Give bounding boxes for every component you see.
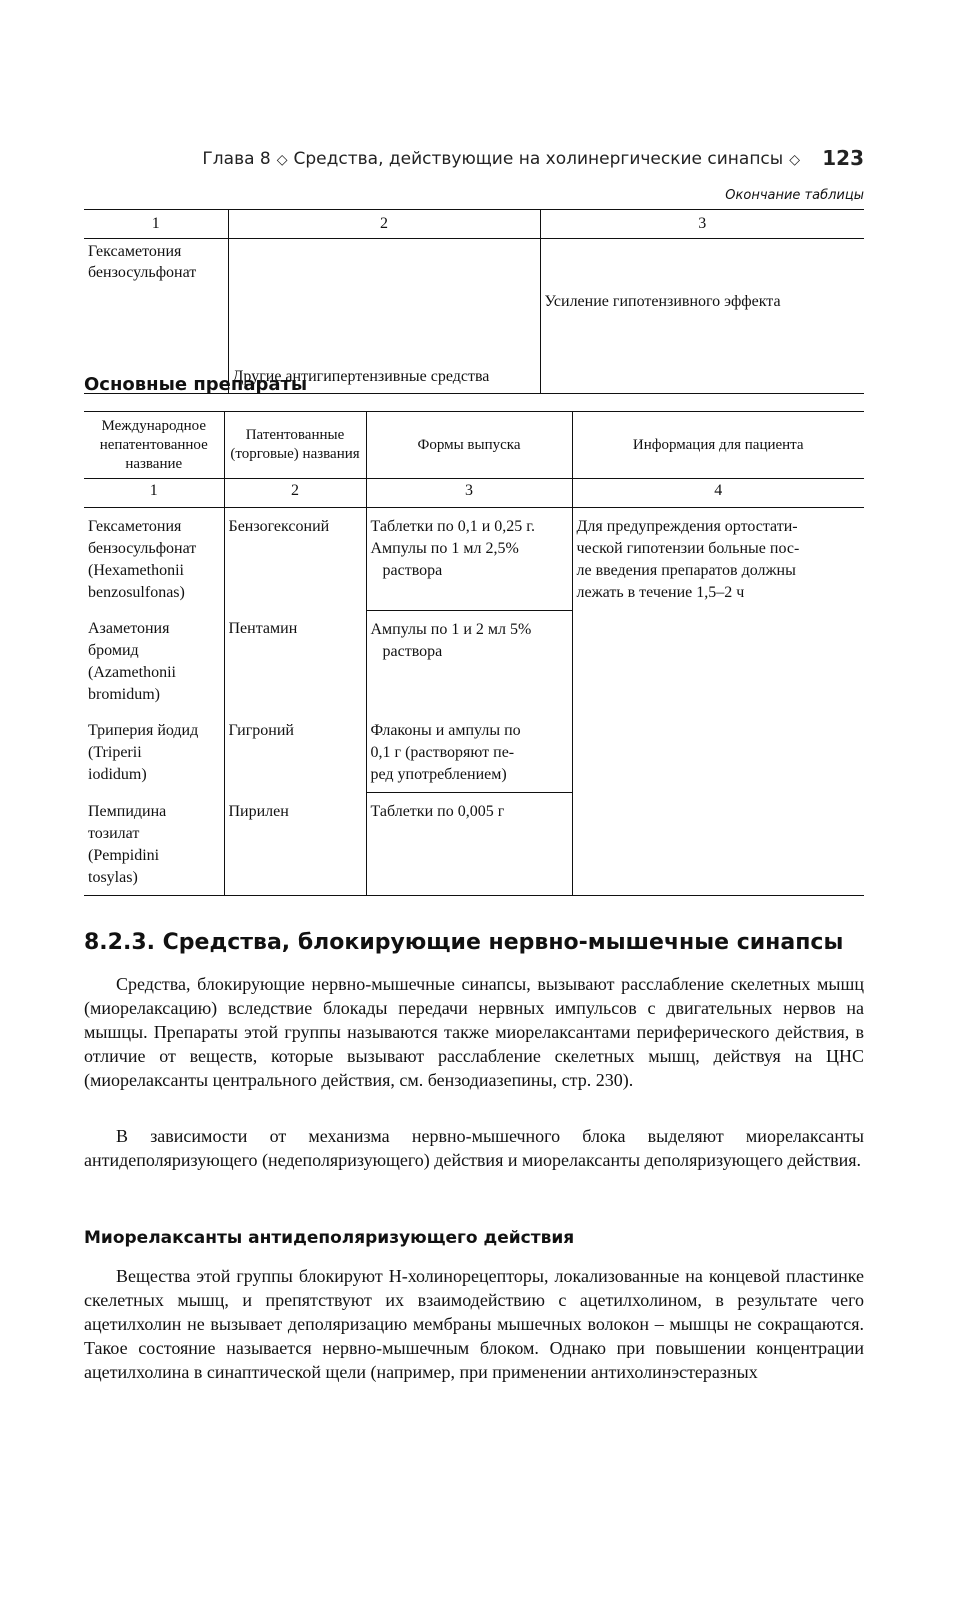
column-number: 1 — [84, 210, 228, 239]
inn-latin-line: (Triperii — [88, 744, 142, 761]
brand-cell: Пирилен — [224, 793, 366, 896]
header-patient-info: Информация для пациента — [572, 412, 864, 479]
page-number: 123 — [822, 146, 864, 170]
form-line: Ампулы по 1 и 2 мл 5% — [370, 620, 532, 638]
form-cell — [366, 508, 572, 611]
chapter-title: Средства, действующие на холинергические синапсы — [293, 149, 784, 169]
inn-line: Гексаметония — [88, 518, 182, 535]
column-number: 4 — [572, 479, 864, 508]
interaction-effect: Усиление гипотензивного эффекта — [544, 293, 781, 310]
patient-info-line: лежать в течение 1,5–2 ч — [576, 584, 745, 601]
form-line: ред употреблением) — [370, 766, 507, 783]
column-number: 3 — [366, 479, 572, 508]
form-line: раствора — [382, 562, 443, 579]
chapter-label: Глава 8 — [202, 149, 271, 169]
brand-cell: Пентамин — [224, 610, 366, 712]
form-line: 0,1 г (растворяют пе- — [370, 744, 515, 761]
table-row — [84, 239, 864, 394]
inn-cell — [84, 610, 224, 712]
form-line: Таблетки по 0,1 и 0,25 г. — [370, 518, 536, 535]
effect-cell — [540, 239, 864, 394]
column-numbers-row — [84, 479, 864, 508]
table-continuation-note: Окончание таблицы — [725, 188, 864, 203]
form-line: Таблетки по 0,005 г — [370, 803, 505, 820]
header-brand-names: Патентованные (торговые) названия — [224, 412, 366, 479]
inn-latin-line: tosylas) — [88, 868, 138, 886]
inn-cell — [84, 508, 224, 611]
inn-line: бензосульфонат — [88, 540, 197, 557]
section-title-main-drugs: Основные препараты — [84, 374, 308, 395]
inn-line: Пемпидина — [88, 802, 167, 820]
interactions-table — [84, 209, 864, 394]
column-number: 1 — [84, 479, 224, 508]
inn-line: Азаметония — [88, 620, 170, 637]
form-cell — [366, 793, 572, 896]
form-cell — [366, 712, 572, 793]
table-header-row — [84, 210, 864, 239]
running-title — [202, 149, 806, 169]
main-drugs-table — [84, 411, 864, 896]
form-line: Ампулы по 1 мл 2,5% — [370, 540, 519, 557]
table-row — [84, 508, 864, 611]
form-cell — [366, 610, 572, 712]
inn-line: Триперия йодид — [88, 722, 199, 739]
section-heading-8-2-3: 8.2.3. Средства, блокирующие нервно-мышечные синапсы — [84, 930, 844, 955]
column-number: 3 — [540, 210, 864, 239]
inn-latin-line: (Hexamethonii — [88, 562, 184, 579]
header-dosage-forms: Формы выпуска — [366, 412, 572, 479]
paragraph: Средства, блокирующие нервно-мышечные синапсы, вызывают расслабление скелетных мышц (миорелаксацию) вследствие блокады передачи нервных импульсов с двигательных нервов на мышцы. Препараты этой группы называются также миорелаксантами периферического действия, в отличие от веществ, которые вызывают расслабление скелетных мышц, действуя на ЦНС (миорелаксанты центрального действия, см. бензодиазепины, стр. 230). — [84, 974, 864, 1090]
table-header-row — [84, 412, 864, 479]
interaction-cell — [228, 239, 540, 394]
patient-info-cell — [572, 508, 864, 896]
interacting-drugs: Другие антигипертензивные средства — [232, 368, 490, 385]
column-number: 2 — [228, 210, 540, 239]
inn-latin-line: iodidum) — [88, 766, 147, 783]
paragraph: В зависимости от механизма нервно-мышечного блока выделяют миорелаксанты антидеполяризующего (недеполяризующего) действия и миорелаксанты деполяризующего действия. — [84, 1126, 864, 1170]
brand-cell: Бензогексоний — [224, 508, 366, 611]
inn-line: бромид — [88, 642, 139, 659]
patient-info-line: ле введения препаратов должны — [576, 562, 796, 579]
inn-latin-line: (Pempidini — [88, 846, 160, 864]
patient-info-line: Для предупреждения ортостати- — [576, 518, 798, 535]
paragraph: Вещества этой группы блокируют Н-холинорецепторы, локализованные на концевой пластинке скелетных мышц, и препятствуют их взаимодействию с ацетилхолином, в результате чего ацетилхолин не вызывает деполяризацию мембраны мышечных волокон – мышцы не сокращаются. Такое состояние называется нервно-мышечным блоком. Однако при повышении концентрации ацетилхолина в синаптической щели (например, при применении антихолинэстеразных — [84, 1266, 864, 1382]
inn-latin-line: bromidum) — [88, 686, 160, 703]
inn-latin-line: benzosulfonas) — [88, 584, 185, 601]
inn-line: тозилат — [88, 824, 140, 842]
diamond-icon: ◇ — [789, 152, 800, 168]
running-header — [84, 146, 864, 174]
drug-name: Гексаметония бензосульфонат — [88, 243, 197, 281]
form-line: раствора — [382, 642, 443, 660]
inn-cell — [84, 712, 224, 793]
column-number: 2 — [224, 479, 366, 508]
inn-latin-line: (Azamethonii — [88, 664, 176, 681]
subsection-heading: Миорелаксанты антидеполяризующего действия — [84, 1228, 575, 1248]
header-inn: Международное непатентованное название — [84, 412, 224, 479]
form-line: Флаконы и ампулы по — [370, 722, 521, 739]
drug-name-cell — [84, 239, 228, 394]
diamond-icon: ◇ — [276, 152, 288, 168]
patient-info-line: ческой гипотензии больные пос- — [576, 540, 800, 557]
brand-cell: Гигроний — [224, 712, 366, 793]
inn-cell — [84, 793, 224, 896]
